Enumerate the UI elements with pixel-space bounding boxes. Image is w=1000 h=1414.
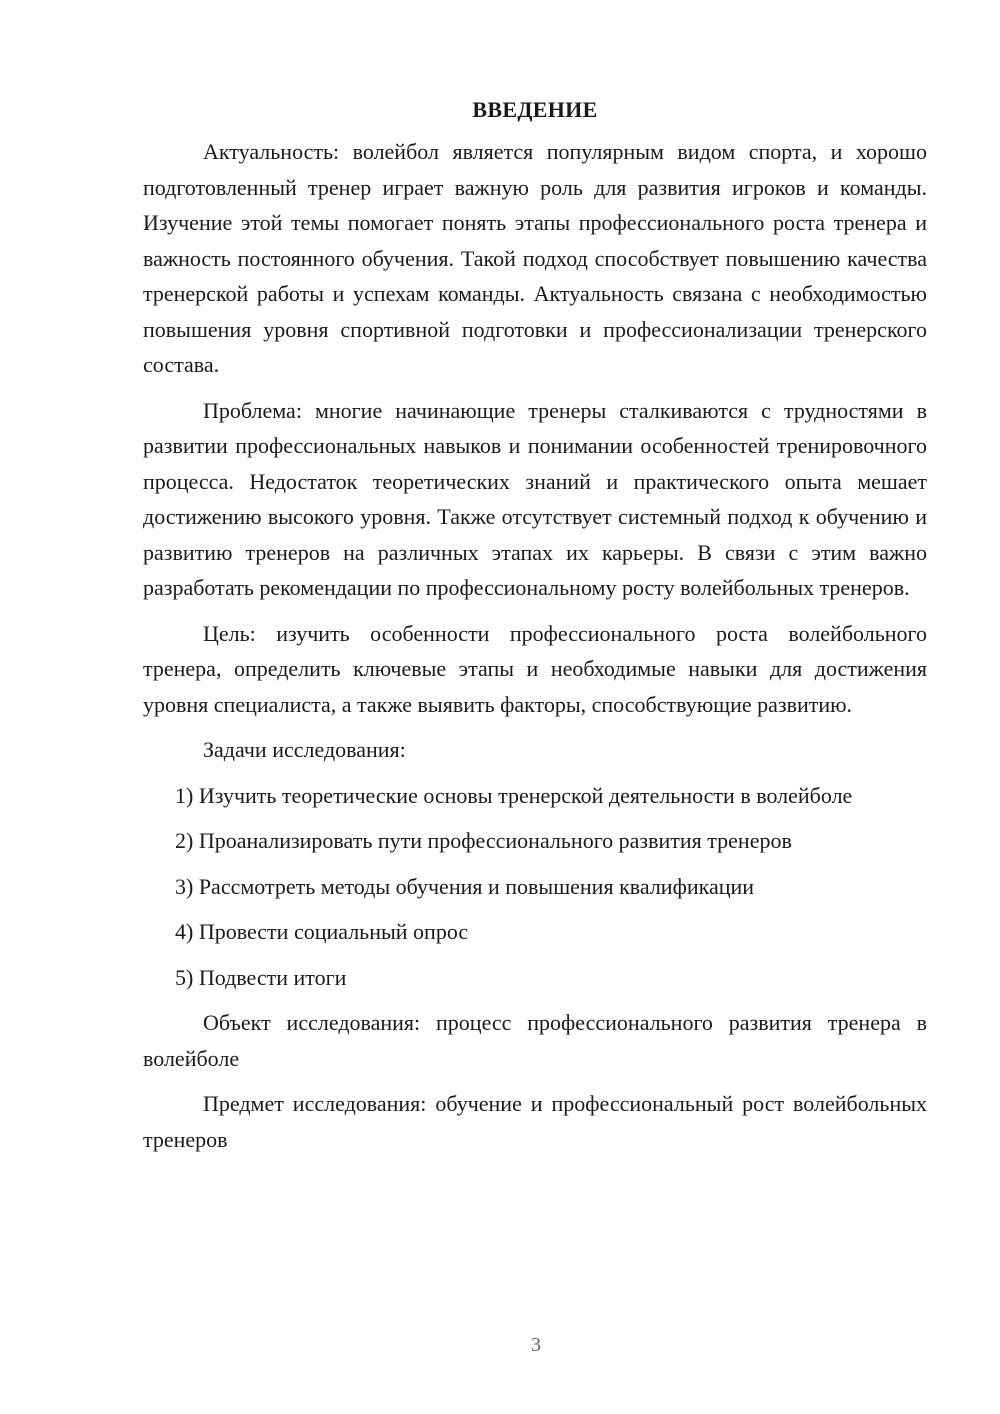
task-item-4: 4) Провести социальный опрос bbox=[175, 919, 469, 944]
tasks-heading: Задачи исследования: bbox=[203, 737, 406, 762]
relevance-paragraph: Актуальность: волейбол является популярным видом спорта, и хорошо подготовленный тренер играет важную роль для развития игроков и команды. Изучение этой темы помогает понять этапы профессионального роста тренера и важность постоянного обучения. Такой подход способствует повышению качества тренерской работы и успехам команды. Актуальность связана с необходимостью повышения уровня спортивной подготовки и профессионализации тренерского состава. bbox=[143, 139, 927, 377]
research-object-paragraph: Объект исследования: процесс профессионального развития тренера в волейболе bbox=[143, 1010, 927, 1071]
goal-paragraph: Цель: изучить особенности профессионального роста волейбольного тренера, определить ключевые этапы и необходимые навыки для достижения уровня специалиста, а также выявить факторы, способствующие развитию. bbox=[143, 620, 927, 717]
task-item-5: 5) Подвести итоги bbox=[175, 964, 347, 990]
task-item-1: 1) Изучить теоретические основы тренерской деятельности в волейболе bbox=[175, 782, 853, 808]
task-item-2: 2) Проанализировать пути профессионального развития тренеров bbox=[175, 828, 792, 853]
page-number: 3 bbox=[531, 1334, 541, 1356]
problem-paragraph: Проблема: многие начинающие тренеры сталкиваются с трудностями в развитии профессиональных навыков и понимании особенностей тренировочного процесса. Недостаток теоретических знаний и практического опыта мешает достижению высокого уровня. Также отсутствует системный подход к обучению и развитию тренеров на различных этапах их карьеры. В связи с этим важно разработать рекомендации по профессиональному росту волейбольных тренеров. bbox=[143, 397, 927, 600]
section-title: ВВЕДЕНИЕ bbox=[472, 97, 598, 122]
task-item-3: 3) Рассмотреть методы обучения и повышения квалификации bbox=[175, 873, 755, 899]
document-page bbox=[143, 92, 927, 1167]
research-subject-paragraph: Предмет исследования: обучение и профессиональный рост волейбольных тренеров bbox=[143, 1091, 927, 1152]
